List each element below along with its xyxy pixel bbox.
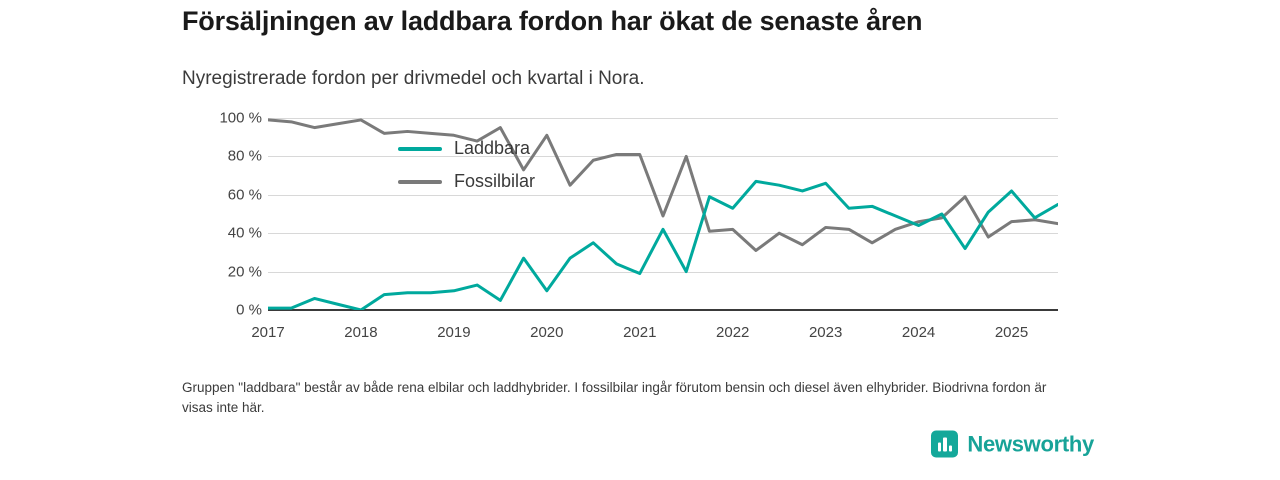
x-tick-label: 2025 xyxy=(994,324,1029,341)
legend-swatch-icon xyxy=(398,180,442,184)
y-tick-label: 100 % xyxy=(219,109,262,127)
series-line-laddbara xyxy=(268,181,1058,310)
chart-subtitle: Nyregistrerade fordon per drivmedel och kvartal i Nora. xyxy=(182,68,645,89)
chart-container xyxy=(182,110,1082,342)
bar-chart-icon xyxy=(931,431,958,458)
y-tick-label: 40 % xyxy=(227,224,262,242)
legend-item[interactable] xyxy=(398,171,535,192)
y-tick-label: 20 % xyxy=(227,263,262,281)
legend-swatch-icon xyxy=(398,147,442,151)
legend-label: Fossilbilar xyxy=(454,171,536,191)
legend-label: Laddbara xyxy=(454,138,531,158)
x-tick-label: 2020 xyxy=(530,324,564,341)
chart-footnote: Gruppen "laddbara" består av både rena elbilar och laddhybrider. I fossilbilar ingår förutom bensin och diesel även elhybrider. Biodrivna fordon är visas inte här. xyxy=(182,380,1047,415)
plot-area xyxy=(251,118,1058,341)
x-tick-label: 2024 xyxy=(901,324,936,341)
y-tick-label: 60 % xyxy=(227,186,262,204)
series-lines xyxy=(268,118,1058,310)
brand-name: Newsworthy xyxy=(967,431,1094,456)
y-tick-label: 80 % xyxy=(227,147,262,165)
chart-legend xyxy=(398,138,535,192)
x-tick-label: 2023 xyxy=(808,324,843,341)
page-title: Försäljningen av laddbara fordon har ökat de senaste åren xyxy=(182,6,923,36)
x-tick-label: 2017 xyxy=(251,324,285,341)
y-axis-ticks xyxy=(182,109,262,319)
x-tick-label: 2019 xyxy=(437,324,471,341)
legend-item[interactable] xyxy=(398,138,535,159)
y-tick-label: 0 % xyxy=(236,301,262,319)
x-tick-label: 2021 xyxy=(623,324,657,341)
x-tick-label: 2022 xyxy=(716,324,750,341)
x-tick-label: 2018 xyxy=(344,324,378,341)
brand-logo[interactable] xyxy=(931,431,1094,458)
